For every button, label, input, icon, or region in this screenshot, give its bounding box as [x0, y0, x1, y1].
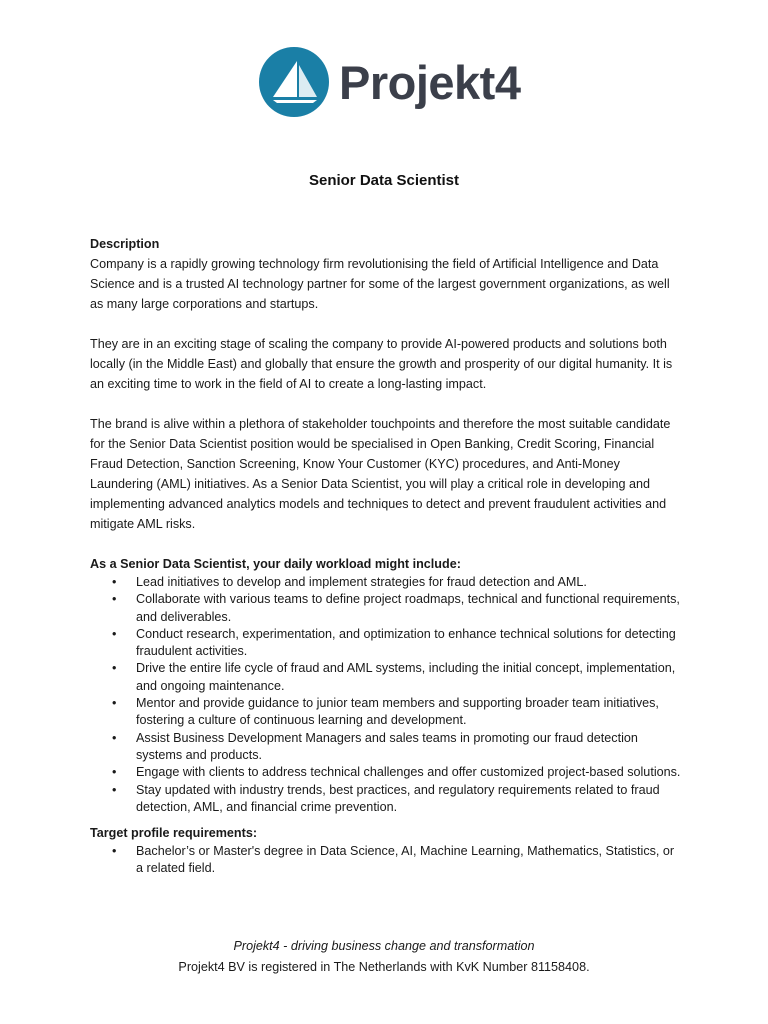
footer-tagline: Projekt4 - driving business change and transformation [233, 939, 535, 953]
description-heading: Description [90, 237, 160, 251]
list-item: • Conduct research, experimentation, and optimization to enhance technical solutions for detecting fraudulent activities. [90, 626, 682, 661]
sail-icon [259, 45, 329, 119]
workload-list [90, 574, 682, 816]
requirements-list [90, 843, 682, 878]
page-footer [0, 936, 768, 978]
list-item: • Bachelor’s or Master's degree in Data Science, AI, Machine Learning, Mathematics, Statistics, or a related field. [90, 843, 682, 878]
description-paragraph: The brand is alive within a plethora of stakeholder touchpoints and therefore the most suitable candidate for the Senior Data Scientist position would be specialised in Open Banking, Credit Scoring, Financial Fraud Detection, Sanction Screening, Know Your Customer (KYC) procedures, and Anti-Money Laundering (AML) initiatives. As a Senior Data Scientist, you will play a critical role in developing and implementing advanced analytics models and techniques to detect and prevent fraudulent activities and mitigate AML risks. [90, 417, 671, 531]
requirements-heading: Target profile requirements: [90, 826, 258, 841]
document-body [90, 234, 682, 878]
list-item: • Mentor and provide guidance to junior team members and supporting broader team initiatives, fostering a culture of continuous learning and development. [90, 695, 682, 730]
list-item: • Engage with clients to address technical challenges and offer customized project-based solutions. [90, 764, 682, 781]
list-item: • Collaborate with various teams to define project roadmaps, technical and functional requirements, and deliverables. [90, 591, 682, 626]
list-item: • Assist Business Development Managers and sales teams in promoting our fraud detection systems and products. [90, 730, 682, 765]
footer-registration: Projekt4 BV is registered in The Netherlands with KvK Number 81158408. [178, 960, 590, 974]
page-title: Senior Data Scientist [308, 172, 460, 189]
list-item: • Stay updated with industry trends, best practices, and regulatory requirements related to fraud detection, AML, and financial crime prevention. [90, 782, 682, 817]
workload-heading: As a Senior Data Scientist, your daily workload might include: [90, 557, 461, 571]
company-logo [259, 45, 520, 119]
list-item: • Drive the entire life cycle of fraud and AML systems, including the initial concept, implementation, and ongoing maintenance. [90, 660, 682, 695]
list-item: • Lead initiatives to develop and implement strategies for fraud detection and AML. [90, 574, 682, 591]
logo-wordmark: Projekt4 [339, 55, 521, 109]
description-paragraph: Company is a rapidly growing technology firm revolutionising the field of Artificial Intelligence and Data Science and is a trusted AI technology partner for some of the largest government organizations, as well as many large corporations and startups. [90, 257, 670, 311]
description-paragraph: They are in an exciting stage of scaling the company to provide AI-powered products and solutions both locally (in the Middle East) and globally that ensure the growth and prosperity of our digital humanity. It is an exciting time to work in the field of AI to create a long-lasting impact. [90, 337, 673, 391]
